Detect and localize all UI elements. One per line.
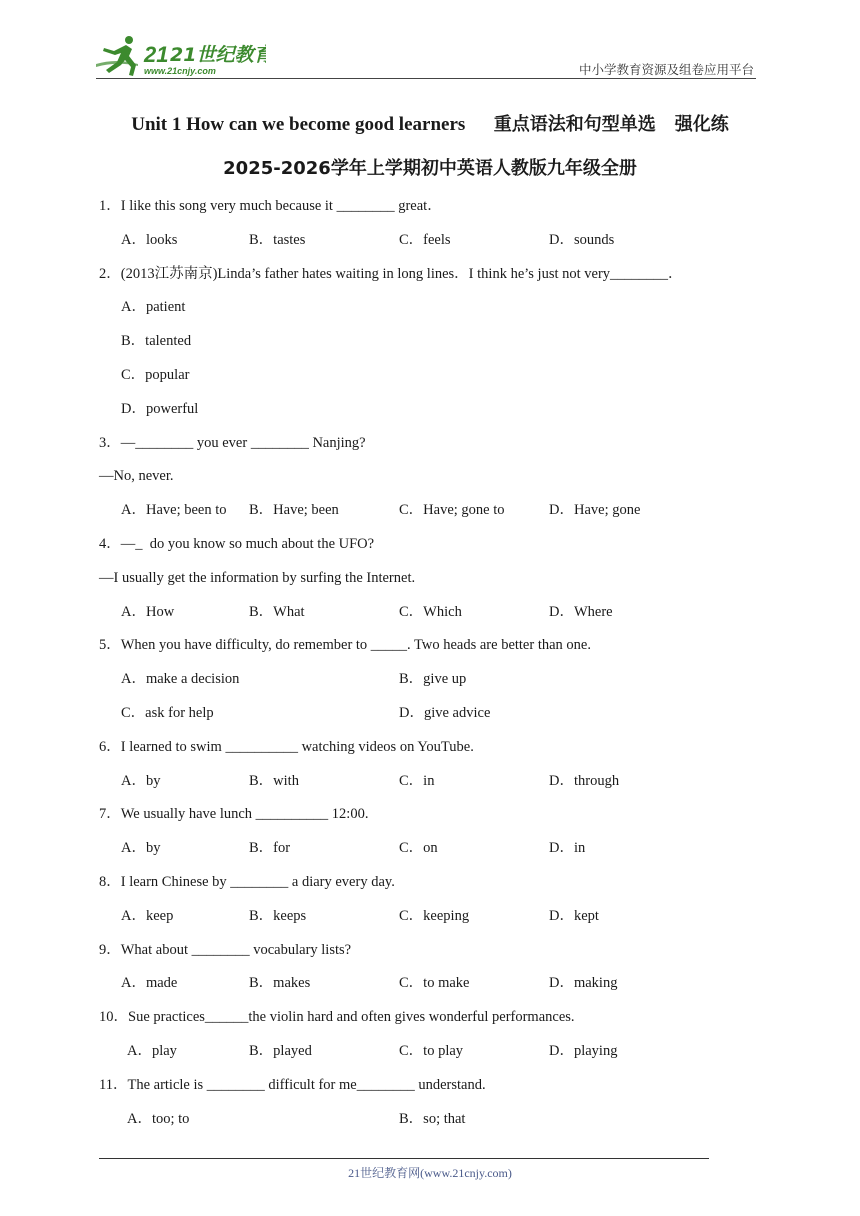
answer-option[interactable]: A．patient: [121, 299, 186, 316]
answer-option[interactable]: B．What: [249, 603, 305, 620]
answer-option[interactable]: C．Have; gone to: [399, 502, 505, 519]
answer-option[interactable]: A．too; to: [127, 1110, 190, 1127]
question-stem: 10．Sue practices______the violin hard and often gives wonderful performances.: [99, 1009, 575, 1026]
answer-option[interactable]: B．give up: [399, 671, 467, 688]
answer-option[interactable]: C．to play: [399, 1042, 464, 1059]
options-row: [99, 836, 759, 870]
runner-logo-icon: [96, 34, 266, 78]
footer-text: 21世纪教育网(www.21cnjy.com): [348, 1166, 512, 1180]
question-stem: 2．(2013江苏南京)Linda’s father hates waiting in long lines．I think he’s just not very________．: [99, 265, 683, 282]
answer-option[interactable]: D．making: [549, 975, 618, 992]
answer-option[interactable]: B．Have; been: [249, 502, 339, 519]
answer-option[interactable]: C．Which: [399, 603, 462, 620]
question-stem: 11．The article is ________ difficult for me________ understand.: [99, 1076, 486, 1093]
answer-option[interactable]: B．talented: [121, 333, 192, 350]
options-row: [99, 904, 759, 938]
answer-option[interactable]: B．for: [249, 840, 291, 857]
answer-option[interactable]: A．keep: [121, 907, 174, 924]
options-row: [99, 228, 759, 262]
answer-option[interactable]: A．by: [121, 772, 161, 789]
answer-option[interactable]: A．made: [121, 975, 178, 992]
answer-option[interactable]: D．kept: [549, 907, 599, 924]
question-stem: 9．What about ________ vocabulary lists?: [99, 941, 352, 958]
site-logo: [96, 34, 266, 78]
answer-option[interactable]: A．make a decision: [121, 671, 240, 688]
answer-option[interactable]: C．in: [399, 772, 435, 789]
answer-option[interactable]: A．How: [121, 603, 175, 620]
header-divider: [96, 78, 756, 79]
answer-option[interactable]: C．on: [399, 840, 438, 857]
options-row: [99, 397, 759, 431]
options-row: [99, 971, 759, 1005]
title-cn-topic: 重点语法和句型单选: [493, 114, 656, 135]
answer-option[interactable]: B．so; that: [399, 1110, 466, 1127]
answer-option[interactable]: D．Where: [549, 603, 613, 620]
answer-option[interactable]: A．play: [127, 1042, 177, 1059]
question-stem: 6．I learned to swim __________ watching videos on YouTube.: [99, 738, 474, 755]
page-subtitle: 2025-2026学年上学期初中英语人教版九年级全册: [223, 158, 637, 179]
answer-option[interactable]: D．give advice: [399, 704, 491, 721]
options-row: [99, 329, 759, 363]
options-row: [99, 1039, 759, 1073]
answer-option[interactable]: D．sounds: [549, 231, 615, 248]
options-row: [99, 295, 759, 329]
answer-option[interactable]: B．played: [249, 1042, 312, 1059]
answer-option[interactable]: D．Have; gone: [549, 502, 641, 519]
answer-option[interactable]: B．makes: [249, 975, 311, 992]
header-platform-text: 中小学教育资源及组卷应用平台: [578, 62, 754, 77]
question-stem: 7．We usually have lunch __________ 12:00.: [99, 806, 369, 823]
options-row: [99, 363, 759, 397]
options-row: [99, 1107, 759, 1141]
answer-option[interactable]: C．to make: [399, 975, 470, 992]
question-stem: 3．—________ you ever ________ Nanjing?: [99, 434, 366, 451]
answer-option[interactable]: C．keeping: [399, 907, 470, 924]
question-stem: 4．—_ do you know so much about the UFO?: [99, 535, 375, 552]
answer-option[interactable]: D．playing: [549, 1042, 618, 1059]
logo-text: 21: [144, 42, 169, 67]
answer-option[interactable]: C．ask for help: [121, 704, 214, 721]
options-row: [99, 600, 759, 634]
footer-divider: [99, 1158, 709, 1159]
title-cn-practice: 强化练: [674, 114, 729, 135]
logo-brand-text: 21世纪教育: [170, 44, 266, 66]
question-list: [99, 194, 759, 1140]
options-row: [99, 769, 759, 803]
answer-option[interactable]: D．in: [549, 840, 586, 857]
question-stem-reply: —No, never.: [99, 468, 174, 485]
logo-url: www.21cnjy.com: [144, 66, 216, 76]
answer-option[interactable]: D．powerful: [121, 400, 199, 417]
question-stem: 1．I like this song very much because it ________ great．: [99, 198, 442, 214]
answer-option[interactable]: C．feels: [399, 231, 451, 248]
answer-option[interactable]: D．through: [549, 772, 620, 789]
answer-option[interactable]: A．looks: [121, 231, 178, 248]
answer-option[interactable]: A．Have; been to: [121, 502, 227, 519]
answer-option[interactable]: B．keeps: [249, 907, 307, 924]
answer-option[interactable]: B．with: [249, 772, 299, 789]
title-en: Unit 1 How can we become good learners: [131, 114, 466, 135]
page-title: [0, 110, 860, 136]
answer-option[interactable]: B．tastes: [249, 231, 306, 248]
question-stem-reply: —I usually get the information by surfing the Internet.: [99, 569, 416, 586]
options-row: [99, 498, 759, 532]
question-stem: 8．I learn Chinese by ________ a diary every day.: [99, 873, 395, 890]
options-row: [99, 701, 759, 735]
question-stem: 5．When you have difficulty, do remember to _____. Two heads are better than one.: [99, 637, 591, 654]
answer-option[interactable]: A．by: [121, 840, 161, 857]
options-row: [99, 667, 759, 701]
answer-option[interactable]: C．popular: [121, 366, 190, 383]
